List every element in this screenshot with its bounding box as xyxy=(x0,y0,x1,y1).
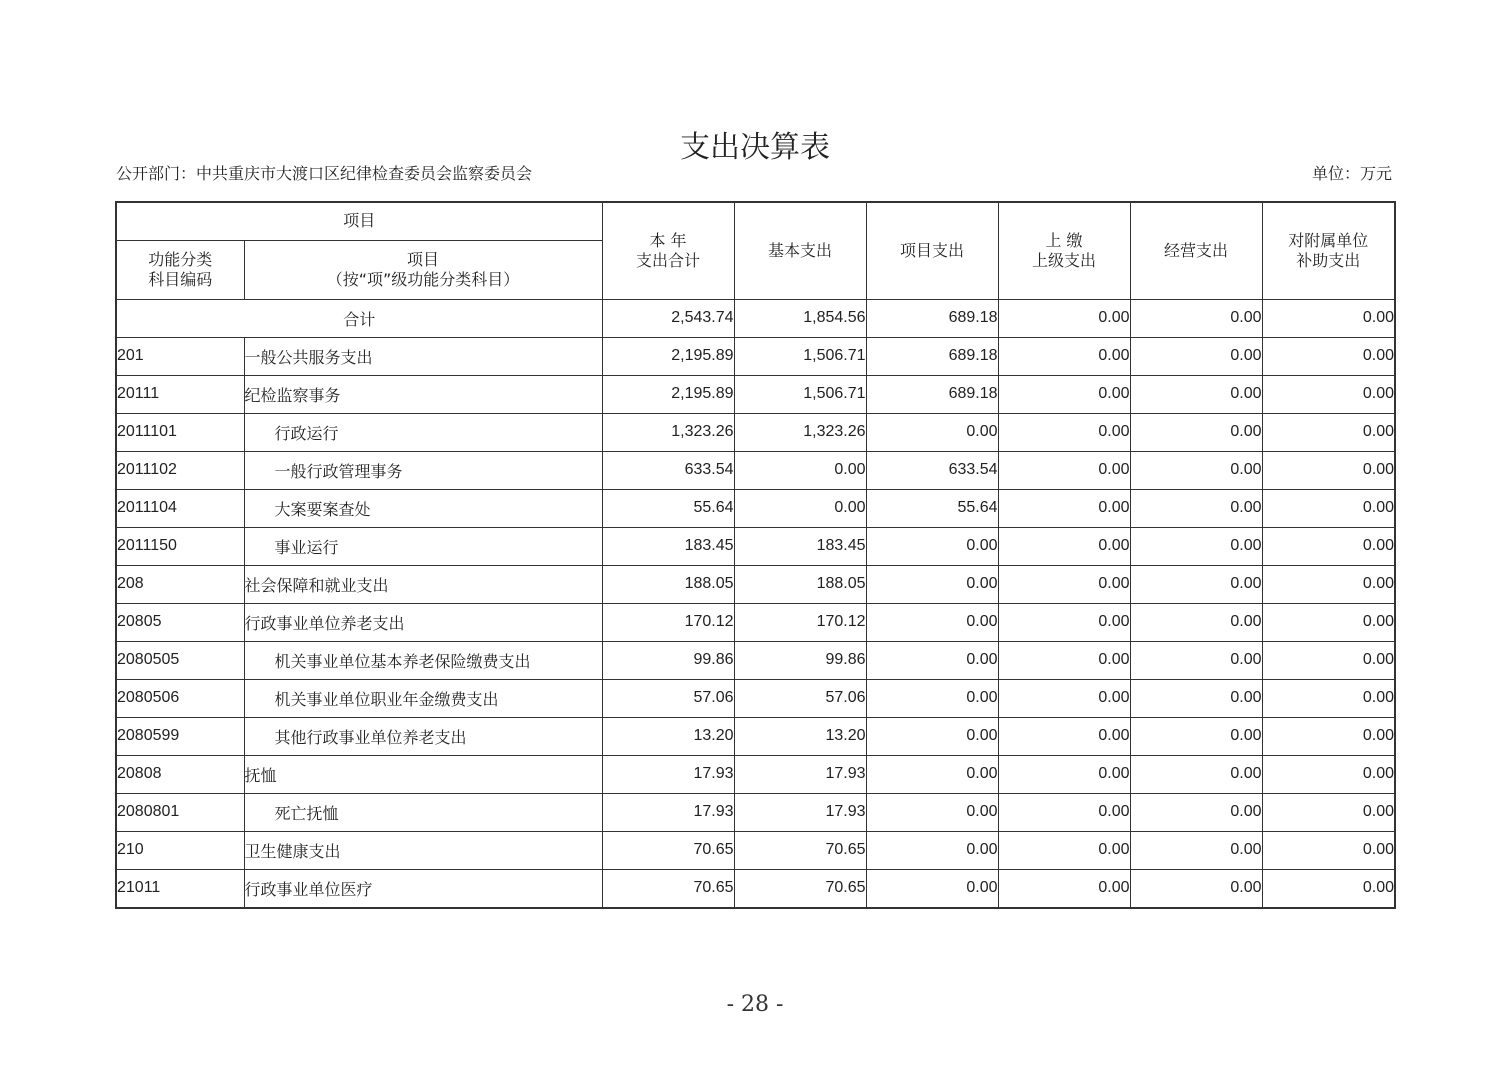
header-code-text: 功能分类 科目编码 xyxy=(148,249,213,289)
header-item: 项目支出 xyxy=(866,202,998,299)
total-value: 1,854.56 xyxy=(734,299,866,337)
row-name: 抚恤 xyxy=(244,755,602,793)
row-value: 0.00 xyxy=(1262,679,1395,717)
row-value: 0.00 xyxy=(998,527,1130,565)
row-code: 21011 xyxy=(116,869,244,908)
row-value: 0.00 xyxy=(866,413,998,451)
total-value: 0.00 xyxy=(998,299,1130,337)
row-value: 0.00 xyxy=(1262,565,1395,603)
row-value: 13.20 xyxy=(734,717,866,755)
total-label: 合计 xyxy=(116,299,602,337)
row-value: 0.00 xyxy=(1130,337,1262,375)
header-total xyxy=(602,202,734,299)
row-value: 13.20 xyxy=(602,717,734,755)
total-value: 0.00 xyxy=(1262,299,1395,337)
row-code: 208 xyxy=(116,565,244,603)
row-code: 2011101 xyxy=(116,413,244,451)
table-body xyxy=(116,299,1395,908)
header-code xyxy=(116,240,244,299)
row-value: 0.00 xyxy=(1262,337,1395,375)
row-value: 0.00 xyxy=(1130,641,1262,679)
row-value: 0.00 xyxy=(1262,869,1395,908)
row-value: 0.00 xyxy=(998,413,1130,451)
row-value: 170.12 xyxy=(602,603,734,641)
row-value: 17.93 xyxy=(602,755,734,793)
row-value: 0.00 xyxy=(1262,451,1395,489)
row-value: 0.00 xyxy=(1262,717,1395,755)
row-value: 0.00 xyxy=(1262,755,1395,793)
table-row xyxy=(116,641,1395,679)
row-value: 0.00 xyxy=(998,641,1130,679)
header-name xyxy=(244,240,602,299)
row-name: 其他行政事业单位养老支出 xyxy=(244,717,602,755)
row-value: 70.65 xyxy=(602,831,734,869)
row-value: 0.00 xyxy=(998,565,1130,603)
row-code: 2080801 xyxy=(116,793,244,831)
row-name: 行政事业单位养老支出 xyxy=(244,603,602,641)
unit-label: 单位：万元 xyxy=(1311,164,1392,183)
row-value: 0.00 xyxy=(1130,869,1262,908)
row-code: 2011104 xyxy=(116,489,244,527)
row-value: 0.00 xyxy=(1130,755,1262,793)
row-value: 689.18 xyxy=(866,337,998,375)
row-value: 57.06 xyxy=(602,679,734,717)
row-value: 0.00 xyxy=(998,375,1130,413)
row-value: 2,195.89 xyxy=(602,375,734,413)
row-name: 社会保障和就业支出 xyxy=(244,565,602,603)
row-value: 1,323.26 xyxy=(734,413,866,451)
row-code: 20805 xyxy=(116,603,244,641)
row-value: 0.00 xyxy=(866,793,998,831)
row-value: 0.00 xyxy=(1130,679,1262,717)
row-value: 0.00 xyxy=(998,451,1130,489)
header-subsidy xyxy=(1262,202,1395,299)
row-name: 一般行政管理事务 xyxy=(244,451,602,489)
table-row xyxy=(116,527,1395,565)
table-row xyxy=(116,603,1395,641)
row-code: 210 xyxy=(116,831,244,869)
row-value: 0.00 xyxy=(1130,603,1262,641)
row-value: 0.00 xyxy=(998,793,1130,831)
table-row xyxy=(116,337,1395,375)
row-value: 0.00 xyxy=(1130,375,1262,413)
row-value: 0.00 xyxy=(998,679,1130,717)
header-upper-text: 上 缴 上级支出 xyxy=(1032,230,1097,270)
row-value: 55.64 xyxy=(866,489,998,527)
row-value: 2,195.89 xyxy=(602,337,734,375)
total-value: 0.00 xyxy=(1130,299,1262,337)
row-code: 2080506 xyxy=(116,679,244,717)
row-value: 0.00 xyxy=(866,679,998,717)
row-value: 0.00 xyxy=(1262,413,1395,451)
row-value: 0.00 xyxy=(1130,793,1262,831)
row-name: 行政运行 xyxy=(244,413,602,451)
row-value: 0.00 xyxy=(1262,489,1395,527)
table-row xyxy=(116,489,1395,527)
row-value: 0.00 xyxy=(1262,831,1395,869)
row-code: 2011150 xyxy=(116,527,244,565)
table-row xyxy=(116,793,1395,831)
row-value: 0.00 xyxy=(1262,603,1395,641)
row-name: 纪检监察事务 xyxy=(244,375,602,413)
row-value: 689.18 xyxy=(866,375,998,413)
row-code: 20111 xyxy=(116,375,244,413)
row-value: 0.00 xyxy=(1130,831,1262,869)
row-value: 0.00 xyxy=(1262,641,1395,679)
row-value: 70.65 xyxy=(734,869,866,908)
row-value: 0.00 xyxy=(866,755,998,793)
row-value: 0.00 xyxy=(866,641,998,679)
row-name: 机关事业单位基本养老保险缴费支出 xyxy=(244,641,602,679)
row-value: 183.45 xyxy=(734,527,866,565)
row-value: 0.00 xyxy=(1262,527,1395,565)
total-row xyxy=(116,299,1395,337)
row-value: 0.00 xyxy=(1262,375,1395,413)
row-value: 0.00 xyxy=(866,869,998,908)
row-value: 70.65 xyxy=(602,869,734,908)
row-value: 188.05 xyxy=(734,565,866,603)
row-value: 0.00 xyxy=(1130,451,1262,489)
row-name: 事业运行 xyxy=(244,527,602,565)
row-name: 机关事业单位职业年金缴费支出 xyxy=(244,679,602,717)
row-code: 2011102 xyxy=(116,451,244,489)
table-row xyxy=(116,451,1395,489)
total-value: 2,543.74 xyxy=(602,299,734,337)
row-name: 死亡抚恤 xyxy=(244,793,602,831)
row-value: 0.00 xyxy=(1130,565,1262,603)
row-value: 99.86 xyxy=(734,641,866,679)
row-value: 633.54 xyxy=(602,451,734,489)
row-value: 0.00 xyxy=(998,831,1130,869)
row-value: 0.00 xyxy=(866,527,998,565)
table-row xyxy=(116,413,1395,451)
row-value: 0.00 xyxy=(734,489,866,527)
table-row xyxy=(116,375,1395,413)
header-total-text: 本 年 支出合计 xyxy=(636,230,701,270)
row-value: 70.65 xyxy=(734,831,866,869)
row-value: 0.00 xyxy=(866,831,998,869)
department-label: 公开部门：中共重庆市大渡口区纪律检查委员会监察委员会 xyxy=(116,164,533,183)
row-code: 2080599 xyxy=(116,717,244,755)
row-name: 一般公共服务支出 xyxy=(244,337,602,375)
row-value: 0.00 xyxy=(998,603,1130,641)
page-title: 支出决算表 xyxy=(680,130,830,165)
row-value: 99.86 xyxy=(602,641,734,679)
expenditure-table xyxy=(115,201,1396,909)
row-code: 20808 xyxy=(116,755,244,793)
row-value: 0.00 xyxy=(998,869,1130,908)
row-value: 170.12 xyxy=(734,603,866,641)
table-row xyxy=(116,869,1395,908)
header-upper xyxy=(998,202,1130,299)
row-value: 0.00 xyxy=(998,337,1130,375)
row-value: 183.45 xyxy=(602,527,734,565)
row-value: 1,506.71 xyxy=(734,337,866,375)
header-project: 项目 xyxy=(116,202,602,240)
row-name: 卫生健康支出 xyxy=(244,831,602,869)
page-number: - 28 - xyxy=(726,992,784,1017)
row-value: 0.00 xyxy=(1130,527,1262,565)
table-row xyxy=(116,565,1395,603)
row-value: 0.00 xyxy=(866,565,998,603)
row-value: 1,506.71 xyxy=(734,375,866,413)
total-value: 689.18 xyxy=(866,299,998,337)
row-name: 大案要案查处 xyxy=(244,489,602,527)
row-value: 0.00 xyxy=(1130,489,1262,527)
row-value: 0.00 xyxy=(998,755,1130,793)
row-code: 201 xyxy=(116,337,244,375)
row-value: 0.00 xyxy=(1130,717,1262,755)
header-subsidy-text: 对附属单位 补助支出 xyxy=(1288,230,1369,270)
table-row xyxy=(116,831,1395,869)
row-value: 0.00 xyxy=(998,717,1130,755)
row-value: 55.64 xyxy=(602,489,734,527)
table-row xyxy=(116,717,1395,755)
row-value: 17.93 xyxy=(602,793,734,831)
row-value: 0.00 xyxy=(1130,413,1262,451)
row-name: 行政事业单位医疗 xyxy=(244,869,602,908)
row-value: 17.93 xyxy=(734,793,866,831)
row-value: 0.00 xyxy=(734,451,866,489)
table-row xyxy=(116,755,1395,793)
row-value: 0.00 xyxy=(866,717,998,755)
header-name-text: 项目 （按“项”级功能分类科目） xyxy=(326,249,520,289)
row-value: 1,323.26 xyxy=(602,413,734,451)
row-value: 0.00 xyxy=(998,489,1130,527)
row-value: 0.00 xyxy=(866,603,998,641)
row-value: 633.54 xyxy=(866,451,998,489)
table-row xyxy=(116,679,1395,717)
row-value: 188.05 xyxy=(602,565,734,603)
row-value: 0.00 xyxy=(1262,793,1395,831)
row-value: 57.06 xyxy=(734,679,866,717)
header-operating: 经营支出 xyxy=(1130,202,1262,299)
header-basic: 基本支出 xyxy=(734,202,866,299)
row-code: 2080505 xyxy=(116,641,244,679)
row-value: 17.93 xyxy=(734,755,866,793)
